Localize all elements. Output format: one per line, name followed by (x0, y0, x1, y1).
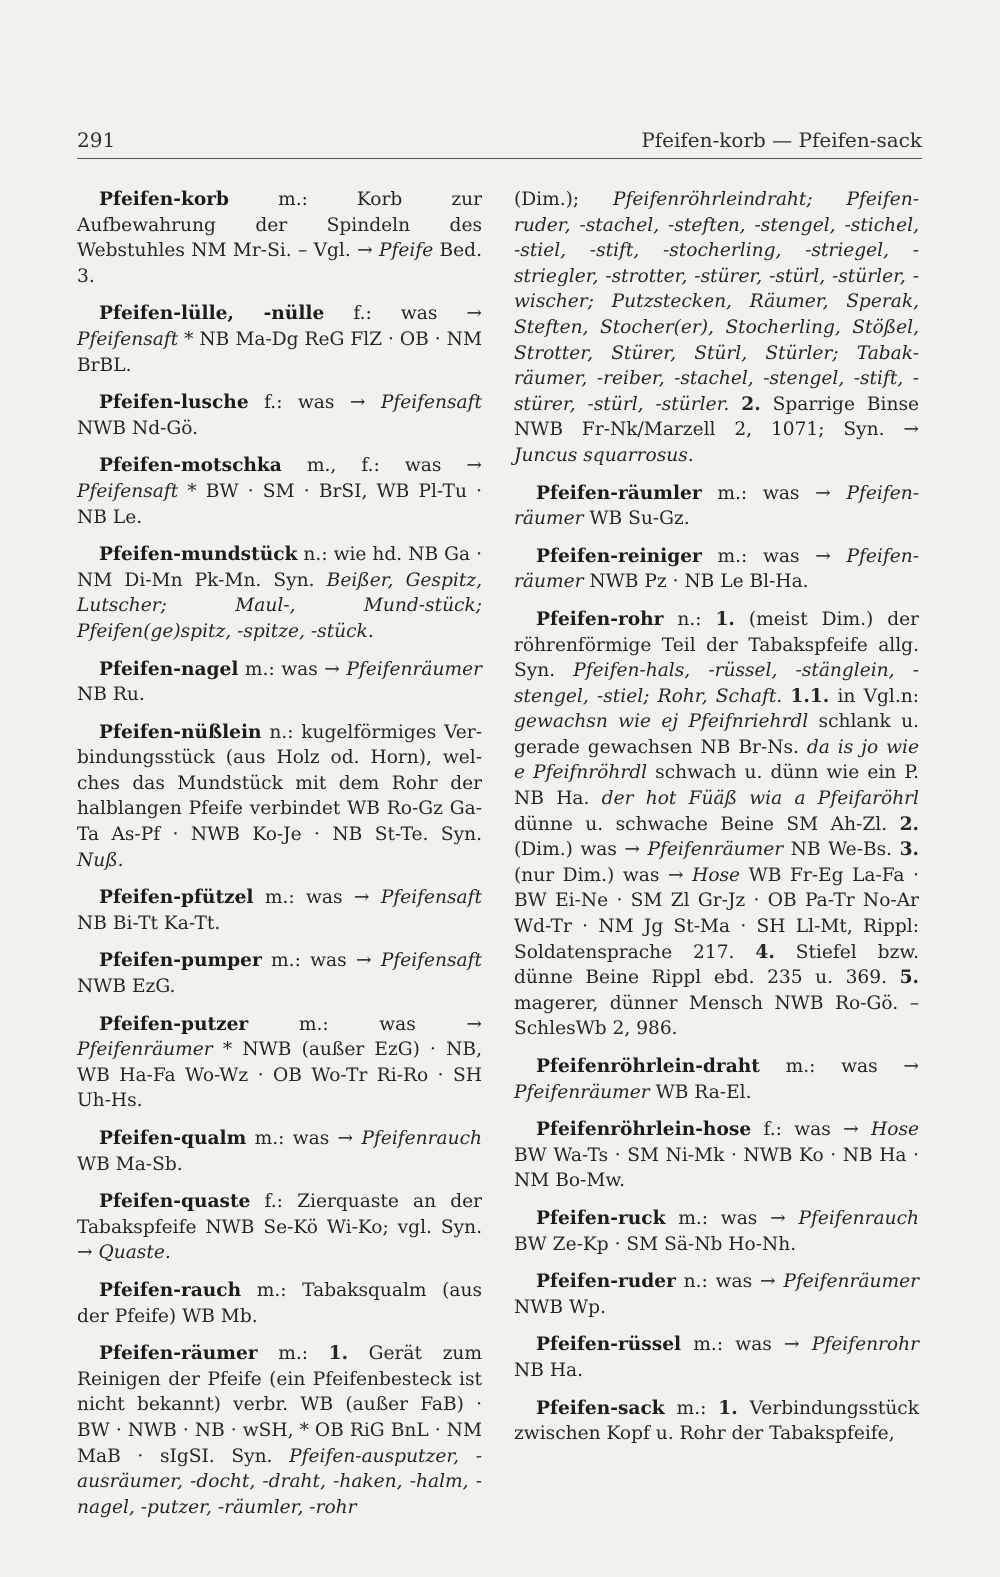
entry-text (729, 394, 741, 415)
entry-text: (meist Dim.) der röhrenförmige Teil der Tabakspfeife allg. Syn. (514, 608, 919, 682)
entry-text: NB Ru. (77, 684, 145, 706)
entry-pfeifen-pfuetzel (77, 885, 482, 936)
sense-number: 1. (715, 608, 735, 630)
lemma: Pfeifen-rohr (536, 608, 664, 630)
sense-number: 2. (741, 393, 761, 415)
cross-reference: Pfeifenrauch (361, 1128, 482, 1149)
synonyms: Pfeifenröhrleindraht; Pfeifen-ruder, -stachel, -steften, -stengel, -stichel, -stiel, -stift, -stocherling, -striegel, -striegler, -strotter, -stürer, -stürl, -stürler, -wischer; Putzstecken, Räumer, Sperak, Steften, Stocher(er), Stocherling, Stößel, Strotter, Stürer, Stürl, Stürler; Tabak-räumer, -reiber, -stachel, -stengel, -stift, -stürer, -stürl, -stürler. (514, 189, 919, 415)
synonyms: Nuß. (77, 849, 124, 871)
entry-text: NB Bi-Tt Ka-Tt. (77, 912, 221, 934)
sense-number: 1.1. (790, 685, 830, 707)
right-column (514, 187, 919, 1459)
cross-reference: Quaste. (98, 1242, 171, 1264)
entry-text: Verbindungsstück zwischen Kopf u. Rohr der Tabakspfeife, (514, 1397, 919, 1445)
entry-pfeifen-reiniger (514, 544, 919, 595)
cross-reference: Pfeifensaft (380, 392, 482, 414)
lemma: Pfeifen-räumler (536, 482, 702, 504)
entry-text: * BW · SM · BrSI, WB Pl-Tu · NB Le. (77, 480, 482, 528)
sense-number: 5. (899, 967, 919, 989)
entry-text: n.: kugelförmiges Verbindungsstück (aus Holz od. Horn), welches das Mundstück mit dem Rohr der halblangen Pfeife verbindet WB Ro-Gz Ga-Ta As-Pf · NWB Ko-Je · NB St-Te. Syn. (77, 721, 482, 846)
entry-text: (Dim.); (514, 189, 614, 210)
entry-text: m.: Tabaksqualm (aus der Pfeife) WB Mb. (77, 1279, 482, 1327)
entry-text: NWB EzG. (77, 976, 176, 998)
entry-pfeifen-rauch (77, 1278, 482, 1329)
running-title: Pfeifen-korb — Pfeifen-sack (641, 128, 922, 152)
entry-text: (Dim.) was → (514, 839, 648, 861)
entry-text: m.: was → (238, 658, 347, 680)
cross-reference: Pfeife (378, 240, 434, 262)
entry-pfeifen-raeumer-continued (514, 187, 919, 469)
entry-text: m.: was → (246, 1128, 362, 1149)
lemma: Pfeifen-quaste (99, 1191, 251, 1213)
entry-text: Sparrige Binse NWB Fr-Nk/Marzell 2, 1071; Syn. → (514, 393, 919, 441)
synonyms: Beißer, Gespitz, Lutscher; Maul-, Mund-stück; Pfeifen(ge)spitz, -spitze, -stück. (77, 569, 482, 642)
entry-text: n.: was → (675, 1271, 784, 1293)
running-head (77, 128, 922, 152)
entry-pfeifen-rohr (514, 607, 919, 1042)
header-rule (77, 158, 922, 159)
entry-pfeifen-putzer (77, 1012, 482, 1114)
entry-pfeifen-qualm (77, 1126, 482, 1177)
lemma: Pfeifen-rüssel (536, 1334, 682, 1356)
entry-text: WB Ma-Sb. (77, 1153, 183, 1175)
entry-text: WB Ra-El. (649, 1081, 752, 1103)
entry-pfeifen-raeumler (514, 481, 919, 532)
sense-number: 4. (755, 941, 775, 963)
entry-text: WB Su-Gz. (583, 508, 690, 530)
entry-pfeifen-quaste (77, 1189, 482, 1266)
sense-number: 1. (718, 1397, 738, 1419)
cross-reference: Hose (871, 1119, 919, 1141)
cross-reference: Pfeifenrohr (811, 1334, 919, 1356)
lemma: Pfeifen-putzer (99, 1013, 249, 1035)
entry-text: * NWB (außer EzG) · NB, WB Ha-Fa Wo-Wz · OB Wo-Tr Ri-Ro · SH Uh-Hs. (77, 1039, 482, 1112)
lemma: Pfeifen-rauch (99, 1279, 242, 1301)
sense-number: 3. (899, 839, 919, 861)
entry-pfeifen-raeumer (77, 1341, 482, 1520)
cross-reference: Pfeifenräumer (783, 1271, 919, 1293)
lemma: Pfeifen-ruck (536, 1207, 666, 1229)
entry-pfeifen-korb (77, 187, 482, 289)
left-column (77, 187, 482, 1532)
entry-text: m.: was → (701, 482, 847, 504)
cross-reference: Pfeifensaft (380, 950, 482, 972)
entry-text: m.: (664, 1397, 719, 1419)
entry-pfeifen-nuesslein (77, 720, 482, 874)
entry-text: Stiefel bzw. dünne Beine Rippl ebd. 235 u. 369. (514, 941, 919, 989)
page-number: 291 (77, 128, 116, 152)
lemma: Pfeifenröhrlein-draht (536, 1056, 760, 1077)
cross-reference: Hose (692, 864, 741, 886)
entry-pfeifen-lusche (77, 390, 482, 441)
cross-reference: Pfeifenräumer (514, 545, 919, 593)
entry-pfeifen-mundstueck (77, 542, 482, 644)
cross-reference: Pfeifenräumer (514, 1081, 650, 1103)
lemma: Pfeifen-ruder (536, 1271, 676, 1293)
cross-reference: Pfeifenräumer (514, 482, 919, 530)
sense-number: 2. (899, 813, 919, 835)
lemma: Pfeifen-sack (536, 1397, 665, 1419)
example-phrase: da is jo wie e Pfeifnröhrdl (514, 736, 919, 784)
lemma: Pfeifen-lülle, -nülle (99, 303, 325, 325)
lemma: Pfeifen-mundstück (99, 544, 298, 566)
lemma: Pfeifen-reiniger (536, 545, 702, 567)
lemma: Pfeifen-nüßlein (99, 721, 262, 743)
lemma: Pfeifen-korb (99, 189, 230, 210)
entry-text: m., f.: was → (281, 455, 482, 477)
cross-reference: Pfeifenräumer (346, 658, 482, 680)
entry-text: dünne u. schwache Beine SM Ah-Zl. (514, 813, 900, 835)
lemma: Pfeifen-nagel (99, 658, 239, 680)
example-phrase: gewachsn wie ej Pfeifnriehrdl (514, 711, 809, 733)
cross-reference: Pfeifenräumer (77, 1039, 213, 1061)
entry-text: n.: (663, 608, 716, 630)
entry-pfeifen-sack (514, 1396, 919, 1447)
entry-text: NWB Wp. (514, 1296, 606, 1318)
synonyms: Pfeifen-ausputzer, -ausräumer, -docht, -draht, -haken, -halm, -nagel, -putzer, -räumler, -rohr (77, 1445, 482, 1518)
lemma: Pfeifen-pumper (99, 950, 262, 972)
example-phrase: der hot Füäß wia a Pfeifaröhrl (601, 788, 920, 810)
entry-pfeifen-ruessel (514, 1332, 919, 1383)
entry-text: f.: Zierquaste an der Tabakspfeife NWB Se-Kö Wi-Ko; vgl. Syn. → (77, 1191, 482, 1264)
entry-text: NB We-Bs. (783, 839, 900, 861)
entry-text: m.: was → (248, 1013, 482, 1035)
lemma: Pfeifen-pfützel (99, 887, 254, 909)
cross-reference: Pfeifensaft (77, 328, 179, 350)
entry-text: NB Ha. (514, 1359, 584, 1381)
entry-text: schlank u. gerade gewachsen NB Br-Ns. (514, 711, 919, 758)
entry-text: WB Fr-Eg La-Fa · BW Ei-Ne · SM Zl Gr-Jz · OB Pa-Tr No-Ar Wd-Tr · NM Jg St-Ma · SH Ll-Mt, Rippl: Soldatensprache 217. (514, 864, 919, 963)
lemma: Pfeifen-lusche (99, 392, 249, 414)
lemma: Pfeifen-motschka (99, 455, 282, 477)
entry-pfeifen-ruder (514, 1269, 919, 1320)
entry-text: m.: was → (253, 887, 381, 909)
cross-reference: Pfeifenrauch (798, 1207, 919, 1229)
entry-text: BW Wa-Ts · SM Ni-Mk · NWB Ko · NB Ha · NM Bo-Mw. (514, 1144, 919, 1192)
entry-text: schwach u. dünn wie ein P. NB Ha. (514, 762, 919, 810)
cross-reference: Pfeifenräumer (647, 839, 784, 861)
entry-text: magerer, dünner Mensch NWB Ro-Gö. – SchlesWb 2, 986. (514, 992, 919, 1040)
entry-text: m.: was → (759, 1056, 919, 1077)
entry-text: n.: wie hd. NB Ga · NM Di-Mn Pk-Mn. Syn. (77, 544, 482, 591)
lemma: Pfeifen-qualm (99, 1128, 247, 1149)
entry-text: m.: was → (681, 1334, 812, 1356)
entry-text: m.: was → (665, 1207, 799, 1229)
entry-pfeifenroehrlein-hose (514, 1117, 919, 1194)
entry-text: f.: was → (248, 392, 381, 414)
cross-reference: Juncus squarrosus. (514, 444, 694, 466)
cross-reference: Pfeifensaft (77, 480, 179, 502)
entry-pfeifen-luelle (77, 301, 482, 378)
entry-text: in Vgl.n: (829, 685, 919, 707)
entry-text: BW Ze-Kp · SM Sä-Nb Ho-Nh. (514, 1233, 797, 1255)
entry-text: m.: (257, 1343, 329, 1365)
lemma: Pfeifen-räumer (99, 1343, 258, 1365)
entry-text: m.: was → (261, 950, 381, 972)
entry-text: NWB Pz · NB Le Bl-Ha. (583, 571, 809, 593)
entry-text: m.: Korb zur Aufbewahrung der Spindeln des Webstuhles NM Mr-Si. – Vgl. → (77, 189, 482, 262)
entry-pfeifen-ruck (514, 1206, 919, 1257)
lemma: Pfeifenröhrlein-hose (536, 1119, 752, 1141)
cross-reference: Pfeifensaft (380, 887, 482, 909)
entry-text: * NB Ma-Dg ReG FlZ · OB · NM BrBL. (77, 328, 482, 376)
entry-pfeifenroehrlein-draht (514, 1054, 919, 1105)
entry-text: (nur Dim.) was → (514, 864, 693, 886)
entry-text: Gerät zum Reinigen der Pfeife (ein Pfeifenbesteck ist nicht bekannt) verbr. WB (außer FaB) · BW · NWB · NB · wSH, * OB RiG BnL · NM MaB · sIgSI. Syn. (77, 1343, 482, 1467)
entry-text: NWB Nd-Gö. (77, 417, 199, 439)
entry-pfeifen-motschka (77, 453, 482, 530)
entry-text: f.: was → (751, 1119, 872, 1141)
entry-pfeifen-nagel (77, 657, 482, 708)
entry-text: m.: was → (701, 545, 847, 567)
entry-text: Bed. 3. (77, 240, 482, 287)
entry-text: f.: was → (324, 303, 483, 325)
sense-number: 1. (328, 1343, 349, 1365)
entry-pfeifen-pumper (77, 948, 482, 999)
synonyms: Pfeifen-hals, -rüssel, -stänglein, -stengel, -stiel; Rohr, Schaft. (514, 660, 919, 707)
